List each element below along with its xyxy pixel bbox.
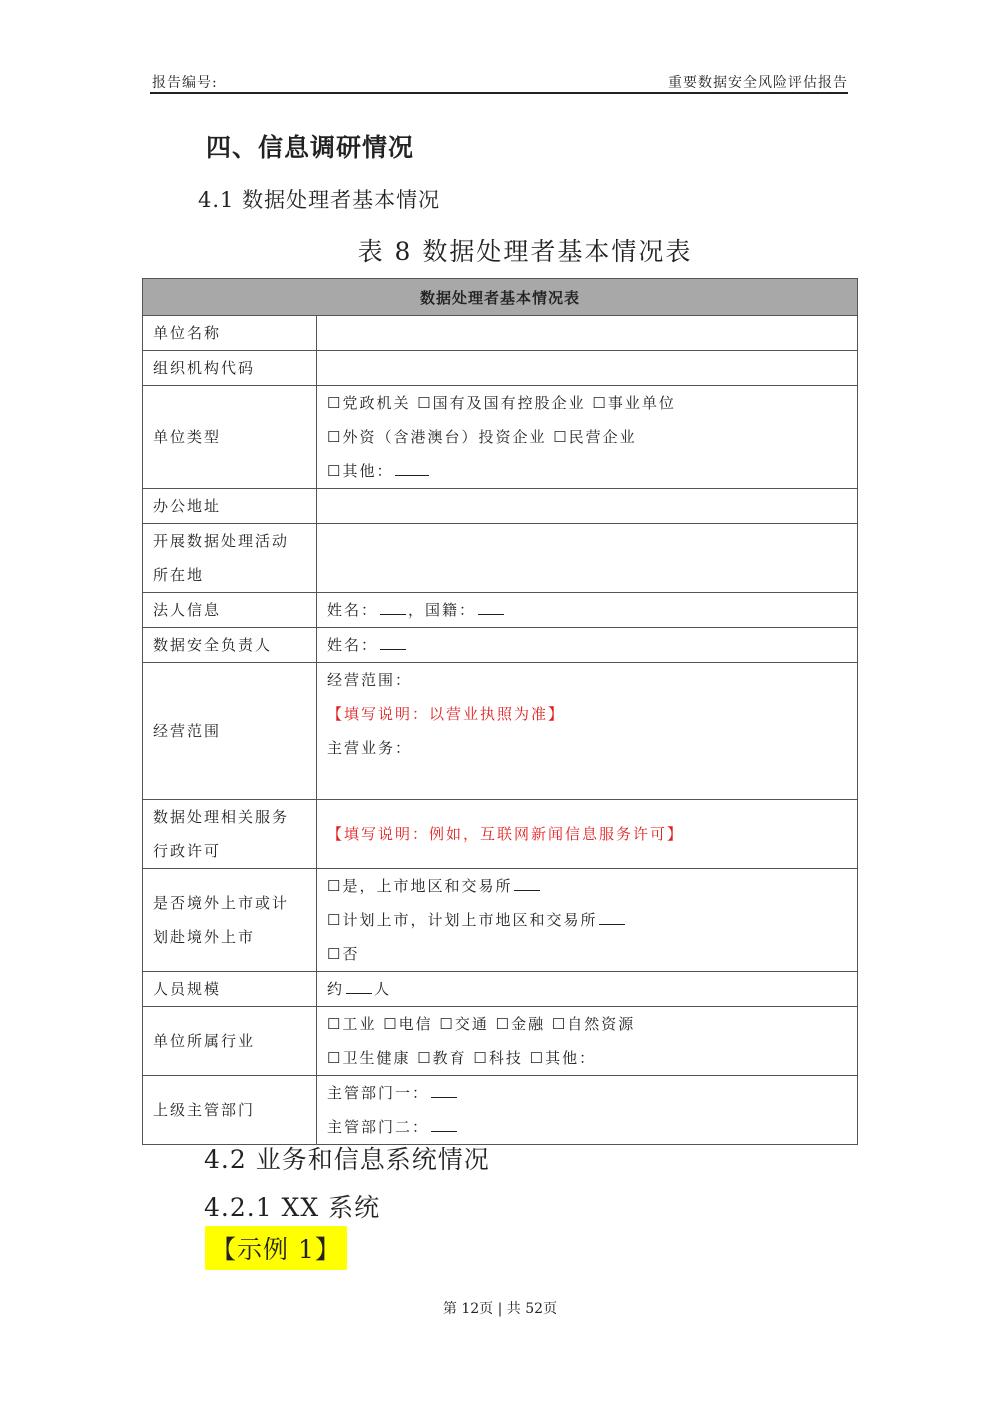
row-label-unit-type: 单位类型 bbox=[143, 386, 317, 489]
section-title: 四、信息调研情况 bbox=[206, 133, 415, 162]
supervisor-line-1 bbox=[327, 1076, 847, 1110]
blank-line bbox=[478, 598, 504, 615]
table-row bbox=[143, 489, 858, 524]
blank-line bbox=[380, 633, 406, 650]
row-label-legal-person: 法人信息 bbox=[143, 593, 317, 628]
section-4-2-1-title: 4.2.1 XX 系统 bbox=[204, 1193, 381, 1222]
business-scope-line: 经营范围： bbox=[327, 671, 413, 689]
legal-person-value[interactable] bbox=[317, 593, 858, 628]
blank-line bbox=[380, 598, 406, 615]
table-row bbox=[143, 972, 858, 1007]
table-caption: 表 8 数据处理者基本情况表 bbox=[357, 237, 693, 266]
label-line-2: 行政许可 bbox=[153, 842, 222, 860]
blank-line bbox=[514, 874, 540, 891]
table-row bbox=[143, 1007, 858, 1076]
row-label-industry: 单位所属行业 bbox=[143, 1007, 317, 1076]
report-number-label: 报告编号: bbox=[152, 75, 218, 91]
table-row bbox=[143, 1076, 858, 1145]
blank-line bbox=[599, 908, 625, 925]
unit-type-line-1[interactable]: ☐党政机关 ☐国有及国有控股企业 ☐事业单位 bbox=[327, 394, 676, 412]
main-business-line: 主营业务： bbox=[327, 739, 413, 757]
prefix-text: 约 bbox=[327, 980, 345, 998]
fill-instruction-note: 【填写说明：例如，互联网新闻信息服务许可】 bbox=[327, 825, 685, 843]
industry-line-1[interactable]: ☐工业 ☐电信 ☐交通 ☐金融 ☐自然资源 bbox=[327, 1015, 636, 1033]
office-address-value[interactable] bbox=[317, 489, 858, 524]
blank-line bbox=[431, 1115, 457, 1132]
security-officer-value[interactable] bbox=[317, 628, 858, 663]
overseas-option-yes[interactable] bbox=[327, 869, 847, 903]
industry-options[interactable] bbox=[317, 1007, 858, 1076]
supervisor-label: 主管部门一： bbox=[327, 1084, 430, 1102]
supervisor-label: 主管部门二： bbox=[327, 1118, 430, 1136]
overseas-listing-options[interactable] bbox=[317, 869, 858, 972]
row-label-admin-license bbox=[143, 800, 317, 869]
option-text: ☐计划上市，计划上市地区和交易所 bbox=[327, 911, 598, 929]
industry-line-2[interactable]: ☐卫生健康 ☐教育 ☐科技 ☐其他： bbox=[327, 1049, 597, 1067]
row-label-supervisor: 上级主管部门 bbox=[143, 1076, 317, 1145]
org-code-value[interactable] bbox=[317, 351, 858, 386]
row-label-org-code: 组织机构代码 bbox=[143, 351, 317, 386]
header-divider bbox=[150, 92, 848, 94]
example-tag: 【示例 1】 bbox=[205, 1226, 347, 1270]
table-row bbox=[143, 663, 858, 800]
supervisor-value[interactable] bbox=[317, 1076, 858, 1145]
table-header-row bbox=[143, 279, 858, 316]
staff-size-value[interactable] bbox=[317, 972, 858, 1007]
nationality-label: ，国籍： bbox=[408, 601, 477, 619]
table-header: 数据处理者基本情况表 bbox=[143, 279, 858, 316]
unit-type-line-3[interactable] bbox=[327, 454, 847, 488]
row-label-office-address: 办公地址 bbox=[143, 489, 317, 524]
table-row bbox=[143, 628, 858, 663]
table-row bbox=[143, 316, 858, 351]
blank-line bbox=[431, 1081, 457, 1098]
admin-license-value[interactable] bbox=[317, 800, 858, 869]
table-row bbox=[143, 351, 858, 386]
business-scope-value[interactable] bbox=[317, 663, 858, 800]
suffix-text: 人 bbox=[374, 980, 392, 998]
unit-type-options[interactable] bbox=[317, 386, 858, 489]
processor-info-table bbox=[142, 278, 858, 1145]
fill-instruction-note: 【填写说明：以营业执照为准】 bbox=[327, 705, 566, 723]
unit-type-other: ☐其他： bbox=[327, 462, 394, 480]
page-footer: 第 12页 | 共 52页 bbox=[442, 1301, 558, 1317]
table-row bbox=[143, 800, 858, 869]
overseas-option-no[interactable]: ☐否 bbox=[327, 945, 360, 963]
row-label-activity-location bbox=[143, 524, 317, 593]
row-label-unit-name: 单位名称 bbox=[143, 316, 317, 351]
name-label: 姓名： bbox=[327, 601, 379, 619]
blank-line bbox=[346, 977, 372, 994]
section-4-2-title: 4.2 业务和信息系统情况 bbox=[204, 1145, 490, 1174]
subsection-title: 4.1 数据处理者基本情况 bbox=[198, 188, 441, 212]
label-line-2: 划赴境外上市 bbox=[153, 928, 256, 946]
row-label-overseas-listing bbox=[143, 869, 317, 972]
label-line-1: 是否境外上市或计 bbox=[153, 894, 290, 912]
table-row bbox=[143, 593, 858, 628]
blank-line bbox=[395, 459, 429, 476]
row-label-security-officer: 数据安全负责人 bbox=[143, 628, 317, 663]
supervisor-line-2 bbox=[327, 1110, 847, 1144]
activity-location-value[interactable] bbox=[317, 524, 858, 593]
label-line-1: 开展数据处理活动 bbox=[153, 532, 290, 550]
label-line-2: 所在地 bbox=[153, 566, 205, 584]
unit-type-line-2[interactable]: ☐外资（含港澳台）投资企业 ☐民营企业 bbox=[327, 428, 637, 446]
option-text: ☐是，上市地区和交易所 bbox=[327, 877, 513, 895]
table-row bbox=[143, 524, 858, 593]
row-label-business-scope: 经营范围 bbox=[143, 663, 317, 800]
label-line-1: 数据处理相关服务 bbox=[153, 808, 290, 826]
table-row bbox=[143, 869, 858, 972]
row-label-staff-size: 人员规模 bbox=[143, 972, 317, 1007]
name-label: 姓名： bbox=[327, 636, 379, 654]
table-row bbox=[143, 386, 858, 489]
unit-name-value[interactable] bbox=[317, 316, 858, 351]
report-title-header: 重要数据安全风险评估报告 bbox=[668, 75, 848, 91]
overseas-option-planned[interactable] bbox=[327, 903, 847, 937]
